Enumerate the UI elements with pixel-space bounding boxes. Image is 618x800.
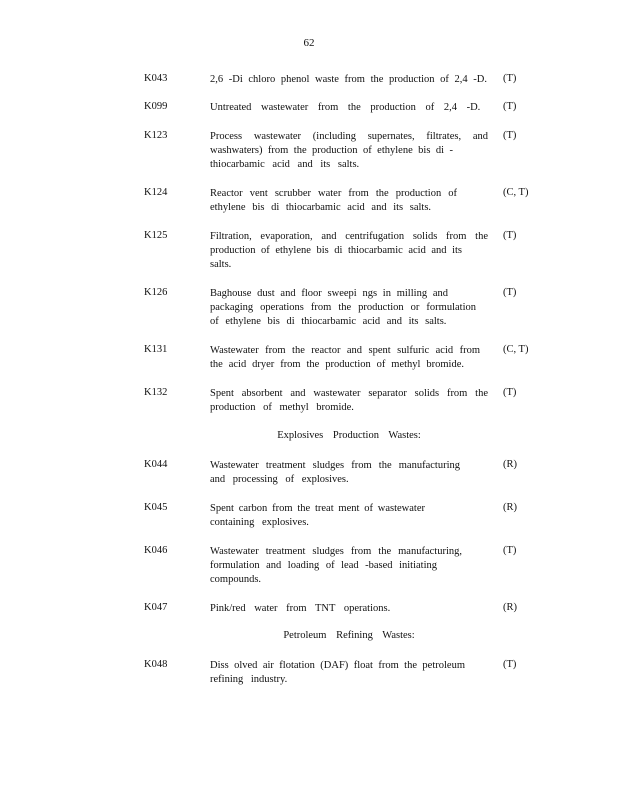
waste-code: K126 [144, 287, 168, 298]
description-line: Reactor vent scrubber water from the production of [210, 188, 457, 199]
waste-description [210, 602, 488, 616]
hazard-code: (T) [503, 387, 517, 398]
description-line: Wastewater treatment sludges from the manufacturing [210, 460, 460, 471]
waste-code: K125 [144, 230, 168, 241]
waste-code: K131 [144, 344, 168, 355]
description-line: containing explosives. [210, 517, 309, 529]
description-line: 2,6 -Di chloro phenol waste from the production of 2,4 -D. [210, 74, 487, 85]
waste-code: K099 [144, 101, 168, 112]
waste-code: K045 [144, 502, 168, 513]
waste-code: K047 [144, 602, 168, 613]
description-line: packaging operations from the production or formulation [210, 302, 476, 314]
description-line: salts. [210, 259, 232, 271]
waste-description [210, 73, 488, 87]
description-line: production of ethylene bis di thiocarbamic acid and its [210, 245, 462, 257]
description-line: Diss olved air flotation (DAF) float from the petroleum [210, 660, 465, 671]
waste-description [210, 187, 488, 215]
description-line: Spent absorbent and wastewater separator solids from the [210, 388, 488, 399]
description-line: Wastewater treatment sludges from the manufacturing, [210, 546, 462, 557]
description-line: thiocarbamic acid and its salts. [210, 159, 360, 171]
waste-code: K048 [144, 659, 168, 670]
section-heading-petroleum: Petroleum Refining Wastes: [283, 630, 415, 641]
waste-description [210, 459, 488, 487]
waste-description [210, 502, 488, 530]
description-line: production of methyl bromide. [210, 402, 354, 414]
waste-description [210, 230, 488, 273]
hazard-code: (T) [503, 73, 517, 84]
waste-description [210, 101, 488, 115]
waste-description [210, 387, 488, 415]
waste-code: K046 [144, 545, 168, 556]
waste-description [210, 344, 488, 372]
waste-code: K123 [144, 130, 168, 141]
waste-code: K044 [144, 459, 168, 470]
description-line: refining industry. [210, 674, 288, 686]
section-heading-explosives: Explosives Production Wastes: [277, 430, 421, 441]
description-line: the acid dryer from the production of methyl bromide. [210, 359, 464, 371]
description-line: compounds. [210, 574, 262, 586]
description-line: Baghouse dust and floor sweepi ngs in milling and [210, 288, 448, 299]
waste-code: K043 [144, 73, 168, 84]
waste-description [210, 287, 488, 330]
description-line: Untreated wastewater from the production of 2,4 -D. [210, 102, 481, 113]
hazard-code: (T) [503, 101, 517, 112]
hazard-code: (T) [503, 230, 517, 241]
description-line: Wastewater from the reactor and spent sulfuric acid from [210, 345, 480, 356]
description-line: Pink/red water from TNT operations. [210, 603, 391, 614]
hazard-code: (R) [503, 459, 517, 470]
hazard-code: (C, T) [503, 344, 529, 355]
waste-description [210, 545, 488, 588]
description-line: washwaters) from the production of ethylene bis di - [210, 145, 453, 157]
description-line: and processing of explosives. [210, 474, 349, 486]
waste-description [210, 659, 488, 687]
hazard-code: (T) [503, 287, 517, 298]
hazard-code: (T) [503, 130, 517, 141]
description-line: Filtration, evaporation, and centrifugation solids from the [210, 231, 488, 242]
description-line: of ethylene bis di thiocarbamic acid and its salts. [210, 316, 447, 328]
waste-description [210, 130, 488, 173]
description-line: Spent carbon from the treat ment of wastewater [210, 503, 425, 514]
hazard-code: (T) [503, 659, 517, 670]
description-line: ethylene bis di thiocarbamic acid and its salts. [210, 202, 432, 214]
hazard-code: (C, T) [503, 187, 529, 198]
description-line: Process wastewater (including supernates, filtrates, and [210, 131, 488, 142]
description-line: formulation and loading of lead -based initiating [210, 560, 437, 572]
waste-code: K132 [144, 387, 168, 398]
hazard-code: (T) [503, 545, 517, 556]
hazard-code: (R) [503, 502, 517, 513]
hazard-code: (R) [503, 602, 517, 613]
waste-code: K124 [144, 187, 168, 198]
page-number: 62 [303, 37, 315, 49]
